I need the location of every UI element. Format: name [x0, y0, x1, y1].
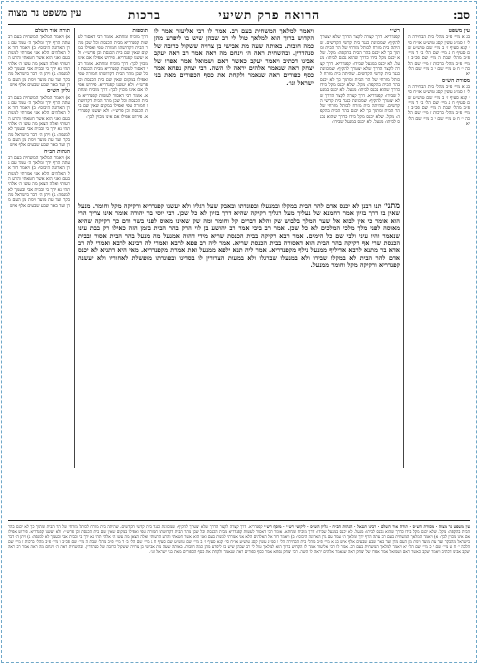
- tosafot-text-repeat-2: דרך מוכיח ומחתא. אומר רבי דאסור לעשות קפנדריא מבית הכנסת וכל שכן מהר הבית דקדושתו חמורה טפי ואפילו במקום שאין שם בית הכנסת וכן פרש״י: ולא יעשנו קפנדריא. פירוש אפילו אם אינו מכוין לכך:: [78, 88, 148, 120]
- tosafot-label: תוספות: [132, 28, 148, 34]
- footer-filler-4: בג א מיי׳ פ״ב מהל׳ בית הבחירה הל׳ ו סמ״ג עשין קסג טוש״ע או״ח סי׳ קנא סעיף ז׳ ב מיי׳ שם טוש״ע שם סעיף ח ג מיי׳ שם הל׳ ב׳ ד מיי׳ פ״ב מהל׳ שבת ה מיי׳ שם פכ״ב ו מיי׳ פ״ב מהל׳ ברכות ז מיי׳ שם הלכה י׳ ח ט מיי׳ שם י כ מיי׳ שם הל׳ יא: [8, 539, 470, 549]
- chapter-title: הרואה פרק תשיעי: [218, 8, 320, 22]
- hagahot-label: הגהות הב״ח: [44, 148, 70, 155]
- torah-or-text: א) ויאמר המלאך המשחית בעם רב עתה הרף ידך ומלאך ה׳ עמד עם גרן הארונה היבוסי: ב) ויאמר דוד אל האלהים הלא אני אמרתי למנות בעם ואני הוא אשר חטאתי והרע הרעותי ואלה הצאן מה עשו ה׳ אלהי תהי נא ידך בי ובבית אבי ובעמך לא למגפה: ג) ויתן ה׳ דבר בישראל מהבקר ועד עת מועד וימת מן העם מדן ועד באר שבע שבעים אלף איש: [8, 35, 70, 88]
- footer-text: עין משפט נר מצוה · מסורת הש״ס · תורה אור השלם · רבינו חננאל · הגהות הב״ח · גליון הש״ס · ליקוטי רש״י · מוסף רש״י: [264, 524, 470, 529]
- left-column-text-repeat: א) ויאמר המלאך המשחית בעם רב עתה הרף ידך ומלאך ה׳ עמד עם גרן הארונה היבוסי: ב) ויאמר דוד אל האלהים הלא אני אמרתי למנות בעם ואני הוא אשר חטאתי והרע הרעותי ואלה הצאן מה עשו ה׳ אלהי תהי נא ידך בי ובבית אבי ובעמך לא למגפה: ג) ויתן ה׳ דבר בישראל מהבקר ועד עת מועד וימת מן העם מדן ועד באר שבע שבעים אלף איש: [8, 95, 70, 149]
- talmud-page: [8, 8, 470, 656]
- rashi-text-repeat-2: קפנדריא. דרך קצרה לקצר הדרך שלא יצטרך להקיף: שמכוונת כנגד בית קדשי הקדשים. שהיתה בית מזרח לכותל מזרחי של הר הבית ומתוך כך לא יכנס בהר הבית בהקפה: מקל. שלא יכנס מקל בידו כדרך שהוא נכנס לביתו: מנעל. לא יכנס במנעל שבידו:: [320, 93, 400, 126]
- rashi-column: [320, 28, 400, 198]
- tractate-title: ברכות: [128, 8, 161, 22]
- rashi-text: קפנדריא. דרך קצרה לקצר הדרך שלא יצטרך להקיף: שמכוונת כנגד בית קדשי הקדשים. שהיתה בית מזרח לכותל מזרחי של הר הבית ומתוך כך לא יכנס בהר הבית בהקפה: מקל. שלא יכנס מקל בידו כדרך שהוא נכנס לביתו: מנעל. לא יכנס במנעל שבידו:: [320, 35, 400, 67]
- header-rule: [8, 24, 470, 25]
- torah-or-label: תורה אור השלם: [34, 28, 70, 34]
- footer-commentary: [8, 524, 470, 650]
- tosafot-text: דרך מוכיח ומחתא. אומר רבי דאסור לעשות קפנדריא מבית הכנסת וכל שכן מהר הבית דקדושתו חמורה טפי ואפילו במקום שאין שם בית הכנסת וכן פרש״י: ולא יעשנו קפנדריא. פירוש אפילו אם אינו מכוין לכך:: [78, 35, 148, 67]
- rashi-label: רש״י: [389, 28, 400, 34]
- column-divider-left: [74, 28, 75, 468]
- right-column-mid-label: מסורת הש״ס: [441, 77, 470, 84]
- column-divider: [403, 28, 404, 468]
- footer-filler-2: דרך מוכיח ומחתא. אומר רבי דאסור לעשות קפנדריא מבית הכנסת וכל שכן מהר הבית דקדושתו חמורה טפי ואפילו במקום שאין שם בית הכנסת וכן פרש״י: ולא יעשנו קפנדריא. פירוש אפילו אם אינו מכוין לכך:: [8, 529, 470, 539]
- main-text-opening: ויאמר למלאך המשחית בעם רב. אמר לו רבי אליעזר אמר לו הקדוש ברוך הוא למלאך טול לי רב שבהן שיש בו ליפרע מהן כמה חובות. באותה שעה מת אבישי בן צרויה ששקול כרובה של סנהדרין. ובהשחית ראה ה׳ וינחם מה ראה אמר רב ראה יעקב אבינו דכתיב ויאמר יעקב כאשר ראם ושמואל אמר אפרו של יצחק ראה שנאמר אלהים יראה לו השה. רבי יצחק נפחא אמר כסף כפורים ראה שנאמר ולקחת את כסף הכפורים מאת בני ישראל וגו׳.: [154, 28, 314, 87]
- folio-number: סב:: [452, 8, 470, 22]
- right-column-text: בג א מיי׳ פ״ב מהל׳ בית הבחירה הל׳ ו סמ״ג עשין קסג טוש״ע או״ח סי׳ קנא סעיף ז׳ ב מיי׳ שם טוש״ע שם סעיף ח ג מיי׳ שם הל׳ ב׳ ד מיי׳ פ״ב מהל׳ שבת ה מיי׳ שם פכ״ב ו מיי׳ פ״ב מהל׳ ברכות ז מיי׳ שם הלכה י׳ ח ט מיי׳ שם י כ מיי׳ שם הל׳ יא: [408, 35, 470, 78]
- main-text-body-content: תנו רבנן לא יכנס אדם להר הבית במקלו ובמנעלו ובפונדתו ובאבק שעל רגליו ולא יעשנו קפנדריא ורקיקה מקל וחומר. מנעל שאין בו דרך בזיון אמר רחמנא של נעליך מעל רגליך רקיקה שהיא דרך בזיון לא כל שכן. רבי יוסי בר יהודה אומר אינו צריך הרי הוא אומר כי אין לבוא אל שער המלך בלבוש שק והלא דברים קל וחומר ומה שק שאינו מאוס לפני בשר ודם כך רקיקה שהיא מאוסה לפני מלך מלכי המלכים לא כל שכן. אמר רב ביבי אמר רב יהושע בן לוי הרק בהר הבית בזמן הזה כאילו רק בבת עינו שנאמר והיו עיני ולבי שם כל הימים. אמר רבא רקיקה בבית הכנסת שריא מידי דהוה אמנעל מה מנעל בהר הבית אסור ובבית הכנסת שרי אף רקיקה בהר הבית הוא דאסורה בבית הכנסת שריא. אמר ליה רב פפא לרבא ואמרי לה רבינא לרבא ואמרי לה רב אדא בר מתנא לרבא אדיליף ממנעל נילף מקפנדריא. אמר ליה תנא ילפא ממנעל ואת אמרת מקפנדריא. מאי היא דתניא לא יכנס אדם להר הבית לא במקלו שבידו ולא במנעלו שברגלו ולא במעות הצרורין לו בסדינו ובפונדתו מופשלת לאחוריו ולא יעשנה קפנדריא ורקיקה מקל וחומר ממנעל.: [78, 202, 400, 270]
- margin-header: עין משפט נר מצוה: [8, 8, 82, 19]
- footer-filler-1: קפנדריא. דרך קצרה לקצר הדרך שלא יצטרך להקיף: שמכוונת כנגד בית קדשי הקדשים. שהיתה בית מזרח לכותל מזרחי של הר הבית ומתוך כך לא יכנס בהר הבית בהקפה: מקל. שלא יכנס מקל בידו כדרך שהוא נכנס לביתו: מנעל. לא יכנס במנעל שבידו:: [8, 524, 470, 534]
- footer-filler-3: א) ויאמר המלאך המשחית בעם רב עתה הרף ידך ומלאך ה׳ עמד עם גרן הארונה היבוסי: ב) ויאמר דוד אל האלהים הלא אני אמרתי למנות בעם ואני הוא אשר חטאתי והרע הרעותי ואלה הצאן מה עשו ה׳ אלהי תהי נא ידך בי ובבית אבי ובעמך לא למגפה: ג) ויתן ה׳ דבר בישראל מהבקר ועד עת מועד וימת מן העם מדן ועד באר שבע שבעים אלף איש: [8, 534, 470, 544]
- main-text-top: [154, 28, 314, 198]
- mishnah-label: מתני׳: [383, 202, 400, 210]
- footer-rule: [8, 520, 470, 521]
- left-margin-column: [8, 28, 70, 468]
- right-margin-column: [408, 28, 470, 468]
- rashi-text-repeat: קפנדריא. דרך קצרה לקצר הדרך שלא יצטרך להקיף: שמכוונת כנגד בית קדשי הקדשים. שהיתה בית מזרח לכותל מזרחי של הר הבית ומתוך כך לא יכנס בהר הבית בהקפה: מקל. שלא יכנס מקל בידו כדרך שהוא נכנס לביתו: מנעל. לא יכנס במנעל שבידו:: [320, 61, 400, 99]
- left-column-text-repeat-2: א) ויאמר המלאך המשחית בעם רב עתה הרף ידך ומלאך ה׳ עמד עם גרן הארונה היבוסי: ב) ויאמר דוד אל האלהים הלא אני אמרתי למנות בעם ואני הוא אשר חטאתי והרע הרעותי ואלה הצאן מה עשו ה׳ אלהי תהי נא ידך בי ובבית אבי ובעמך לא למגפה: ג) ויתן ה׳ דבר בישראל מהבקר ועד עת מועד וימת מן העם מדן ועד באר שבע שבעים אלף איש: [8, 155, 70, 209]
- footer-filler-5: ויאמר למלאך המשחית בעם רב. אמר לו רבי אליעזר אמר לו הקדוש ברוך הוא למלאך טול לי רב שבהן שיש בו ליפרע מהן כמה חובות. באותה שעה מת אבישי בן צרויה ששקול כרובה של סנהדרין. ובהשחית ראה ה׳ וינחם מה ראה אמר רב ראה יעקב אבינו דכתיב ויאמר יעקב כאשר ראם ושמואל אמר אפרו של יצחק ראה שנאמר אלהים יראה לו השה. רבי יצחק נפחא אמר כסף כפורים ראה שנאמר ולקחת את כסף הכפורים מאת בני ישראל וגו׳.: [8, 544, 470, 554]
- tosafot-text-repeat: דרך מוכיח ומחתא. אומר רבי דאסור לעשות קפנדריא מבית הכנסת וכל שכן מהר הבית דקדושתו חמורה טפי ואפילו במקום שאין שם בית הכנסת וכן פרש״י: ולא יעשנו קפנדריא. פירוש אפילו אם אינו מכוין לכך:: [78, 61, 148, 94]
- tosafot-column: [78, 28, 148, 198]
- gilyon-label: גליון הש״ס: [47, 88, 70, 95]
- main-text-body: [78, 202, 400, 514]
- right-column-text-repeat: בג א מיי׳ פ״ב מהל׳ בית הבחירה הל׳ ו סמ״ג עשין קסג טוש״ע או״ח סי׳ קנא סעיף ז׳ ב מיי׳ שם טוש״ע שם סעיף ח ג מיי׳ שם הל׳ ב׳ ד מיי׳ פ״ב מהל׳ שבת ה מיי׳ שם פכ״ב ו מיי׳ פ״ב מהל׳ ברכות ז מיי׳ שם הלכה י׳ ח ט מיי׳ שם י כ מיי׳ שם הל׳ יא: [408, 84, 470, 128]
- right-column-label: עין משפט: [448, 28, 470, 34]
